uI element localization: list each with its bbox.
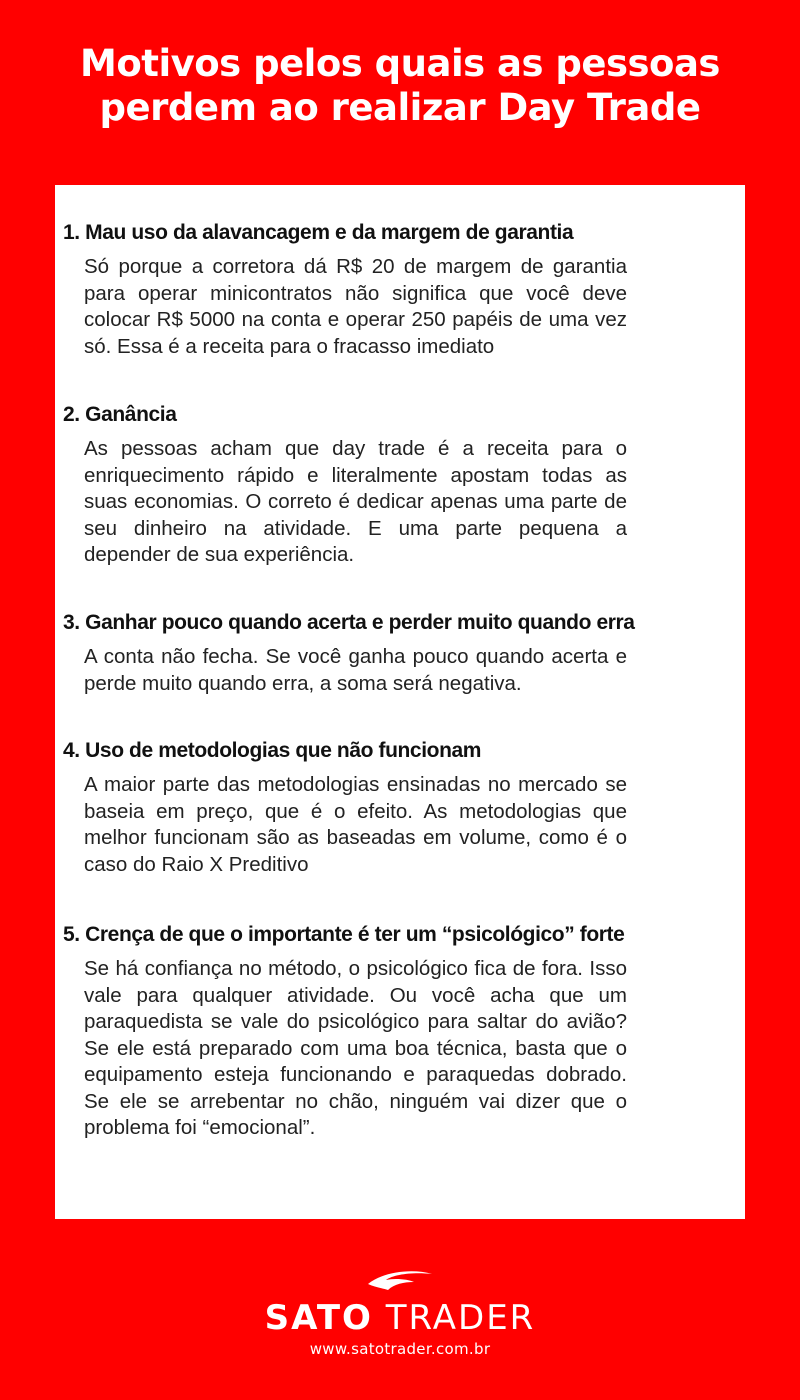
item-heading: 3. Ganhar pouco quando acerta e perder muito quando erra <box>63 611 635 634</box>
list-item <box>63 922 643 1142</box>
item-heading: 2. Ganância <box>63 403 177 426</box>
list-item <box>63 402 643 569</box>
website-link[interactable]: www.satotrader.com.br <box>309 1340 491 1358</box>
brand-name-light: TRADER <box>385 1298 536 1338</box>
list-item <box>63 738 643 878</box>
item-heading: 5. Crença de que o importante é ter um “psicológico” forte <box>63 923 625 946</box>
list-item <box>63 610 643 697</box>
list-item <box>63 220 643 360</box>
item-body: A maior parte das metodologias ensinadas no mercado se baseia em preço, que é o efeito. As metodologias que melhor funcionam são as baseadas em volume, como é o caso do Raio X Preditivo <box>84 773 627 876</box>
page-title <box>0 42 800 130</box>
item-heading: 4. Uso de metodologias que não funcionam <box>63 739 482 762</box>
brand-name <box>0 1300 800 1336</box>
item-body: As pessoas acham que day trade é a receita para o enriquecimento rápido e literalmente apostam todas as suas economias. O correto é dedicar apenas uma parte de seu dinheiro na atividade. E uma parte pequena a depender de sua experiência. <box>84 437 627 566</box>
item-heading: 1. Mau uso da alavancagem e da margem de garantia <box>63 221 574 244</box>
page-title-line-1: Motivos pelos quais as pessoas <box>80 42 720 85</box>
brand-name-bold: SATO <box>264 1298 373 1338</box>
page-title-line-2: perdem ao realizar Day Trade <box>99 86 701 129</box>
brand-logo[interactable] <box>0 1268 800 1358</box>
item-body: Se há confiança no método, o psicológico fica de fora. Isso vale para qualquer atividade. Ou você acha que um paraquedista se vale do psicológico para saltar do avião? Se ele está preparado com uma boa técnica, basta que o equipamento esteja funcionando e paraquedas dobrado. Se ele se arrebentar no chão, ninguém vai dizer que o problema foi “emocional”. <box>84 957 627 1139</box>
swoosh-icon <box>364 1268 436 1296</box>
item-body: A conta não fecha. Se você ganha pouco quando acerta e perde muito quando erra, a soma será negativa. <box>84 645 627 695</box>
item-body: Só porque a corretora dá R$ 20 de margem de garantia para operar minicontratos não significa que você deve colocar R$ 5000 na conta e operar 250 papéis de uma vez só. Essa é a receita para o fracasso imediato <box>84 255 627 358</box>
